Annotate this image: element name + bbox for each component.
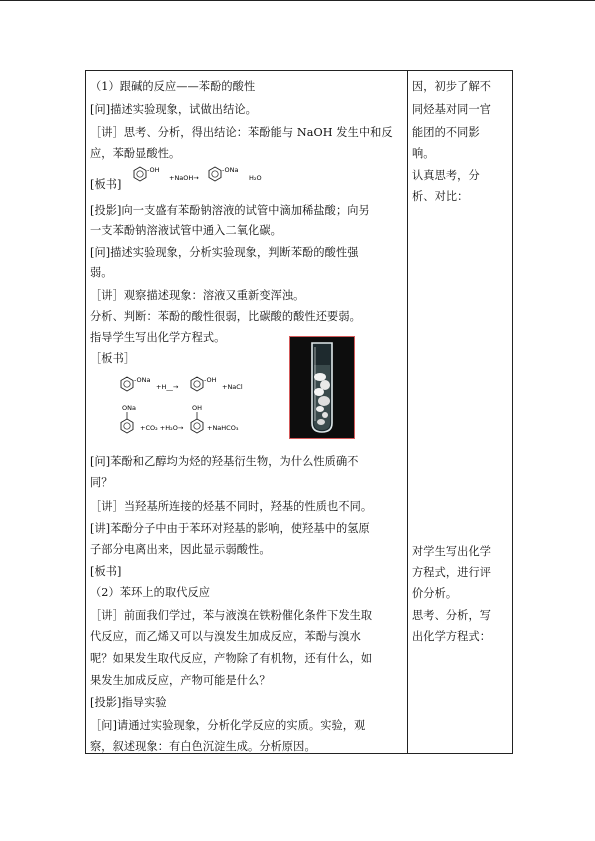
text-line: 弱。 [90,266,113,279]
note-line: 方程式，进行评 [412,566,492,579]
text-line: 子部分电离出来，因此显示弱酸性。 [90,543,271,556]
text-line: [讲]苯酚分子中由于苯环对羟基的影响，使羟基中的氢原 [90,522,370,535]
equation-phenoxide-co2 [118,402,258,440]
text-line: ［问]请通过实验现象，分析化学反应的实质。实验，观 [90,719,366,732]
note-line: 同烃基对同一官 [412,103,492,116]
benzene-ring-icon [121,419,133,433]
page-top-rule [0,0,595,1]
note-line: 能团的不同影 [412,126,480,139]
note-line: 响。 [412,147,435,160]
equation-phenoxide-hcl [118,373,258,395]
benzene-ring-icon [191,377,203,391]
note-line: 价分析。 [412,587,458,600]
note-line: 思考、分析，写 [412,609,492,622]
note-line: 对学生写出化学 [412,545,492,558]
text-line: [投影]指导实验 [90,696,167,709]
product-label: +NaHCO₃ [207,424,239,432]
group-label: -OH [147,166,160,174]
text-line: [问]苯酚和乙醇均为烃的羟基衍生物，为什么性质确不 [90,455,359,468]
group-label: -ONa [134,376,151,384]
reagent-label: +H__→ [156,383,179,391]
note-line: 因，初步了解不 [412,80,492,93]
text-line: [投影]向一支盛有苯酚钠溶液的试管中滴加稀盐酸；向另 [90,204,370,217]
text-line: [板书] [90,178,122,191]
reagent-label: +CO₂ +H₂O→ [140,424,184,432]
text-line: 果发生加成反应，产物可能是什么？ [90,674,271,687]
group-label: -ONa [222,166,239,174]
note-line: 认真思考，分 [412,169,480,182]
group-label: -OH [204,376,217,384]
product-label: +NaCl [222,383,243,391]
text-line: [板书] [90,565,122,578]
column-divider [407,70,408,754]
section-heading: （1）跟碱的反应——苯酚的酸性 [90,80,256,93]
text-line: 分析、判断：苯酚的酸性很弱，比碳酸的酸性还要弱。 [90,310,361,323]
text-line: 代反应，而乙烯又可以与溴发生加成反应，苯酚与溴水 [90,630,361,643]
equation-phenol-naoh [131,163,281,185]
test-tube-photo [289,336,355,439]
text-line: 察，叙述现象：有白色沉淀生成。分析原因。 [90,740,316,753]
text-line: 指导学生写出化学方程式。 [90,331,226,344]
group-label: ONa [122,404,136,412]
text-line: ［板书］ [90,352,136,365]
text-line: 呢？如果发生取代反应，产物除了有机物，还有什么，如 [90,652,373,665]
product-label: H₂O [249,174,262,182]
text-line: ［讲］当羟基所连接的烃基不同时，羟基的性质也不同。 [90,500,373,513]
test-tube-icon [290,337,354,438]
note-line: 析、对比： [412,190,469,203]
benzene-ring-icon [191,419,203,433]
benzene-ring-icon [121,377,133,391]
section-heading: （2）苯环上的取代反应 [90,586,211,599]
text-line: 一支苯酚钠溶液试管中通入二氧化碳。 [90,224,282,237]
text-line: [问]描述实验现象，分析实验现象，判断苯酚的酸性强 [90,246,359,259]
text-line: ［讲］前面我们学过，苯与液溴在铁粉催化条件下发生取 [90,609,373,622]
text-line: 同？ [90,476,113,489]
benzene-ring-icon [134,167,146,181]
text-line: ［讲］观察描述现象：溶液又重新变浑浊。 [90,289,305,302]
text-line: [问]描述实验现象，试做出结论。 [90,103,257,116]
benzene-ring-icon [209,167,221,181]
text-line: 应，苯酚显酸性。 [90,147,181,160]
reagent-label: +NaOH→ [169,174,199,182]
note-line: 出化学方程式： [412,630,492,643]
group-label: OH [192,404,203,412]
text-line: ［讲］思考、分析，得出结论：苯酚能与 NaOH 发生中和反 [90,126,393,139]
